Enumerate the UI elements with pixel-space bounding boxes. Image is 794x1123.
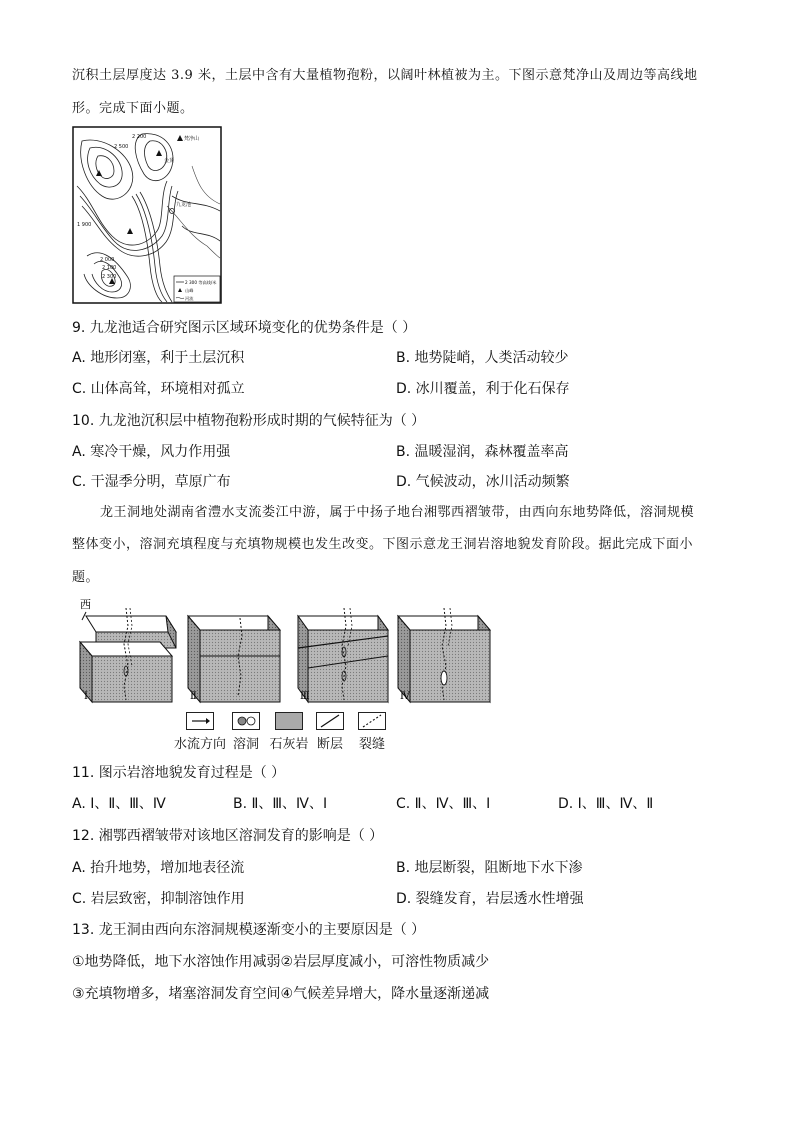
contour-map <box>72 126 222 304</box>
q12-option-b[interactable]: B. 地层断裂，阻断地下水下渗 <box>396 860 583 876</box>
q9-option-d[interactable]: D. 冰川覆盖，利于化石保存 <box>396 381 570 397</box>
legend-label: 2 300 等高线/米 <box>185 280 217 285</box>
q9-option-b[interactable]: B. 地势陡峭，人类活动较少 <box>396 350 569 366</box>
legend-cave <box>226 712 266 752</box>
q10-option-a[interactable]: A. 寒冷干燥，风力作用强 <box>72 444 231 460</box>
q13-stem: 13. 龙王洞由西向东溶洞规模逐渐变小的主要原因是（ ） <box>72 922 426 938</box>
karst-stages-figure <box>76 596 526 752</box>
legend-fault <box>310 712 350 752</box>
place-label: 九龙池 <box>176 202 192 208</box>
q10-option-b[interactable]: B. 温暖湿润，森林覆盖率高 <box>396 444 569 460</box>
q9-option-a[interactable]: A. 地形闭塞，利于土层沉积 <box>72 350 245 366</box>
legend-label: 河流 <box>185 296 194 301</box>
place-label: 金顶 <box>164 158 175 164</box>
block-label: Ⅲ <box>300 691 310 702</box>
legend-label: 断层 <box>316 737 343 752</box>
contour-label: 2 000 <box>100 257 115 263</box>
legend-label: 溶洞 <box>232 737 259 752</box>
q12-option-d[interactable]: D. 裂缝发育，岩层透水性增强 <box>396 891 584 907</box>
q9-stem: 9. 九龙池适合研究图示区域环境变化的优势条件是（ ） <box>72 320 417 336</box>
legend-flow-direction <box>172 712 228 752</box>
west-label: 西 <box>80 598 91 611</box>
karst-blocks-svg <box>76 596 526 704</box>
contour-label: 2 500 <box>114 144 129 150</box>
block-4 <box>398 608 490 702</box>
limestone-icon <box>275 712 303 730</box>
contour-label: 2 200 <box>132 134 147 140</box>
q13-options-line-2: ③充填物增多，堵塞溶洞发育空间④气候差异增大，降水量逐渐递减 <box>72 986 490 1002</box>
block-1 <box>80 608 176 702</box>
q13-options-line-1: ①地势降低，地下水溶蚀作用减弱②岩层厚度减小，可溶性物质减少 <box>72 954 490 970</box>
legend-label: 裂缝 <box>358 737 385 752</box>
legend-limestone <box>266 712 312 752</box>
q12-option-a[interactable]: A. 抬升地势，增加地表径流 <box>72 860 245 876</box>
q12-option-c[interactable]: C. 岩层致密，抑制溶蚀作用 <box>72 891 245 907</box>
q10-stem: 10. 九龙池沉积层中植物孢粉形成时期的气候特征为（ ） <box>72 413 426 429</box>
place-label: 梵净山 <box>184 136 200 142</box>
legend-label: 石灰岩 <box>269 737 309 752</box>
q12-stem: 12. 湘鄂西褶皱带对该地区溶洞发育的影响是（ ） <box>72 828 384 844</box>
q9-option-c[interactable]: C. 山体高耸，环境相对孤立 <box>72 381 245 397</box>
q11-option-d[interactable]: D. Ⅰ、Ⅲ、Ⅳ、Ⅱ <box>558 796 654 812</box>
q11-stem: 11. 图示岩溶地貌发育过程是（ ） <box>72 765 286 781</box>
block-label: Ⅱ <box>190 691 197 702</box>
map-legend <box>174 276 220 302</box>
passage2-line-1: 龙王洞地处湖南省澧水支流娄江中游，属于中扬子地台湘鄂西褶皱带，由西向东地势降低，溶洞规模 <box>100 505 695 520</box>
q11-option-c[interactable]: C. Ⅱ、Ⅳ、Ⅲ、Ⅰ <box>396 796 491 812</box>
arrow-icon <box>186 712 214 730</box>
block-label: Ⅰ <box>84 691 88 702</box>
q11-option-a[interactable]: A. Ⅰ、Ⅱ、Ⅲ、Ⅳ <box>72 796 166 812</box>
crack-icon <box>358 712 386 730</box>
contour-map-svg <box>72 126 222 304</box>
cave-mark <box>441 671 447 685</box>
q10-option-c[interactable]: C. 干湿季分明，草原广布 <box>72 474 231 490</box>
legend-label: 山峰 <box>185 288 194 293</box>
block-2 <box>188 616 280 702</box>
block-label: Ⅳ <box>400 691 410 702</box>
passage2-line-2: 整体变小，溶洞充填程度与充填物规模也发生改变。下图示意龙王洞岩溶地貌发育阶段。据此完成下面小 <box>72 537 694 552</box>
q10-option-d[interactable]: D. 气候波动，冰川活动频繁 <box>396 474 570 490</box>
contour-label: 2 300 <box>102 274 117 280</box>
contour-label: 2 100 <box>102 265 117 271</box>
west-arrow <box>82 612 86 620</box>
cave-icon <box>232 712 260 730</box>
passage2-line-3: 题。 <box>72 570 100 585</box>
legend-label: 水流方向 <box>173 737 226 752</box>
contour-label: 1 900 <box>77 222 92 228</box>
q11-option-b[interactable]: B. Ⅱ、Ⅲ、Ⅳ、Ⅰ <box>233 796 328 812</box>
legend-crack <box>352 712 392 752</box>
intro-line-1: 沉积土层厚度达 3.9 米，土层中含有大量植物孢粉，以阔叶林植被为主。下图示意梵净山及周边等高线地 <box>72 68 698 83</box>
intro-line-2: 形。完成下面小题。 <box>72 101 194 116</box>
block-3 <box>298 608 388 702</box>
fault-icon <box>316 712 344 730</box>
